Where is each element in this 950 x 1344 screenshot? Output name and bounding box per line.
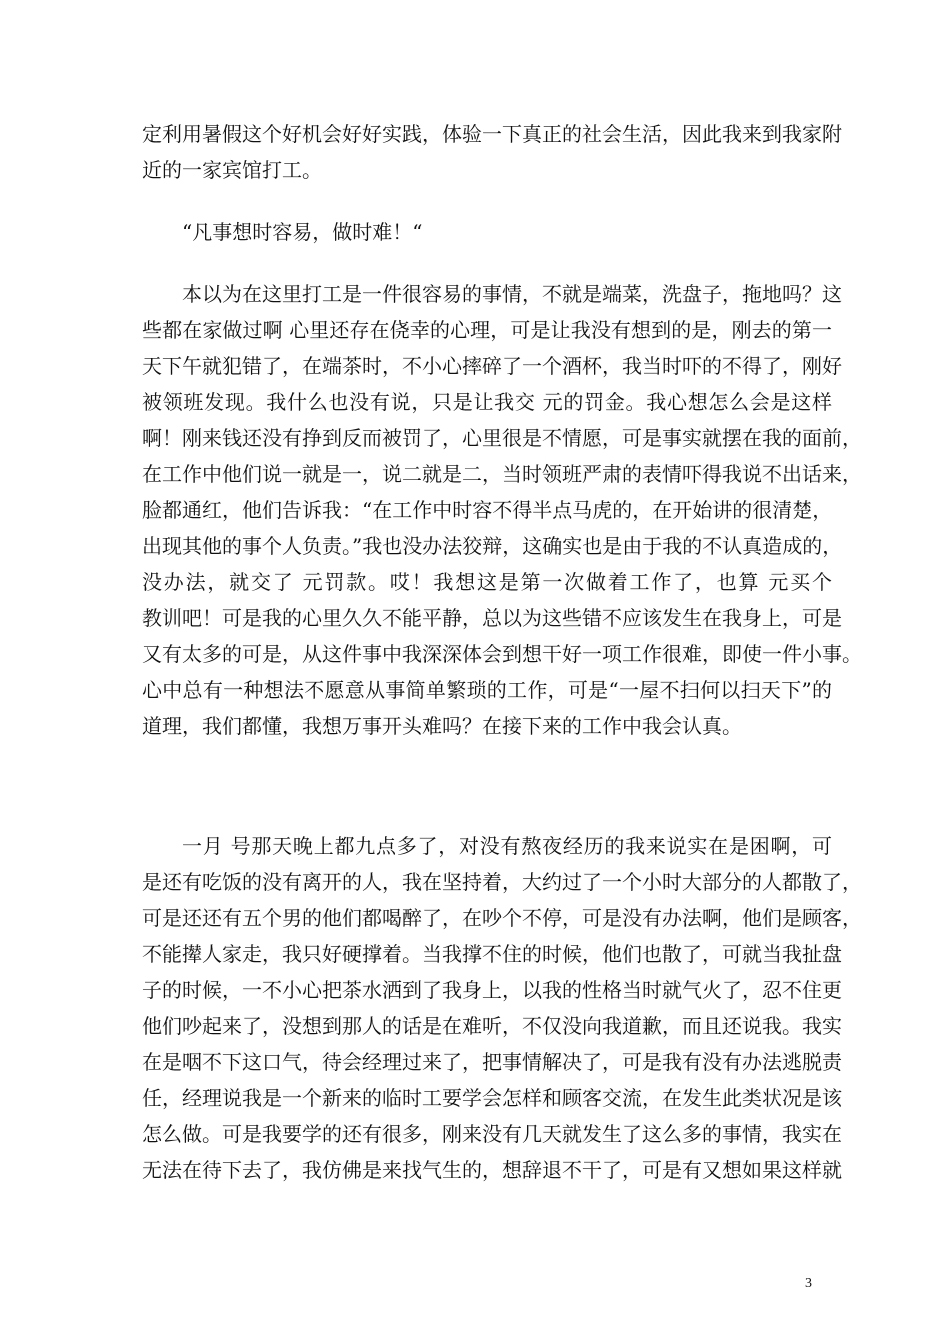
text-line: 在是咽不下这口气，待会经理过来了，把事情解决了，可是我有没有办法逃脱责 [142, 1050, 842, 1074]
text-line: 无法在待下去了，我仿佛是来找气生的，想辞退不干了，可是有又想如果这样就 [142, 1158, 842, 1182]
text-line: 心中总有一种想法不愿意从事简单繁琐的工作，可是“一屋不扫何以扫天下”的 [142, 678, 832, 702]
text-line: 任，经理说我是一个新来的临时工要学会怎样和顾客交流，在发生此类状况是该 [142, 1086, 842, 1110]
page-number: 3 [805, 1276, 812, 1291]
text-line: 可是还还有五个男的他们都喝醉了，在吵个不停，可是没有办法啊，他们是顾客， [142, 906, 862, 930]
text-line: 没办法，就交了 元罚款。哎！我想这是第一次做着工作了，也算 元买个 [142, 570, 832, 594]
text-line: 定利用暑假这个好机会好好实践，体验一下真正的社会生活，因此我来到我家附 [142, 122, 842, 146]
text-line: 些都在家做过啊 心里还存在侥幸的心理，可是让我没有想到的是，刚去的第一 [142, 318, 832, 342]
text-line: 出现其他的事个人负责。”我也没办法狡辩，这确实也是由于我的不认真造成的， [142, 534, 843, 558]
text-line: “凡事想时容易，做时难！“ [182, 220, 423, 244]
text-line: 子的时候，一不小心把茶水洒到了我身上，以我的性格当时就气火了，忍不住更 [142, 978, 842, 1002]
text-line: 在工作中他们说一就是一，说二就是二，当时领班严肃的表情吓得我说不出话来， [142, 462, 862, 486]
text-line: 天下午就犯错了，在端茶时，不小心摔碎了一个酒杯，我当时吓的不得了，刚好 [142, 354, 842, 378]
text-line: 怎么做。可是我要学的还有很多，刚来没有几天就发生了这么多的事情，我实在 [142, 1122, 842, 1146]
text-line: 又有太多的可是，从这件事中我深深体会到想干好一项工作很难，即使一件小事。 [142, 642, 862, 666]
text-line: 他们吵起来了，没想到那人的话是在难听，不仅没向我道歉，而且还说我。我实 [142, 1014, 842, 1038]
text-line: 本以为在这里打工是一件很容易的事情，不就是端菜，洗盘子，拖地吗？这 [182, 282, 842, 306]
text-line: 一月 号那天晚上都九点多了，对没有熬夜经历的我来说实在是困啊，可 [182, 834, 832, 858]
text-line: 近的一家宾馆打工。 [142, 158, 322, 182]
text-line: 是还有吃饭的没有离开的人，我在坚持着，大约过了一个小时大部分的人都散了， [142, 870, 862, 894]
text-line: 教训吧！可是我的心里久久不能平静，总以为这些错不应该发生在我身上，可是 [142, 606, 842, 630]
text-line: 啊！刚来钱还没有挣到反而被罚了，心里很是不情愿，可是事实就摆在我的面前， [142, 426, 862, 450]
text-line: 道理，我们都懂，我想万事开头难吗？在接下来的工作中我会认真。 [142, 714, 742, 738]
text-line: 不能撵人家走，我只好硬撑着。当我撑不住的时候，他们也散了，可就当我扯盘 [142, 942, 842, 966]
text-line: 被领班发现。我什么也没有说，只是让我交 元的罚金。我心想怎么会是这样 [142, 390, 832, 414]
text-line: 脸都通红，他们告诉我：“在工作中时容不得半点马虎的，在开始讲的很清楚， [142, 498, 833, 522]
